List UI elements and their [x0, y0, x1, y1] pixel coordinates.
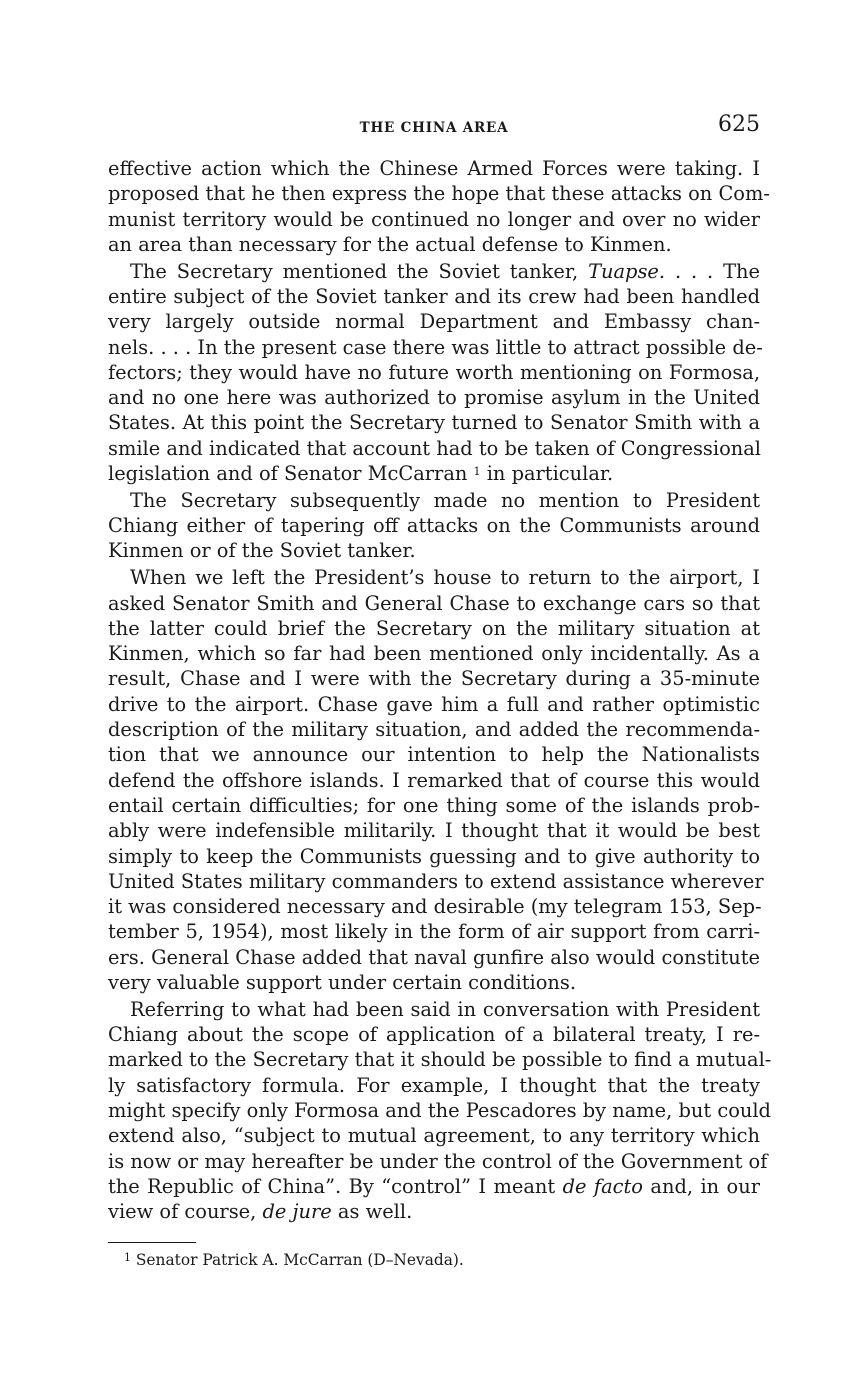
footnote-marker: 1 [124, 1251, 131, 1265]
text-line: an area than necessary for the actual defense to Kinmen. [108, 232, 672, 256]
text-segment: legislation and of Senator McCarran [108, 462, 474, 486]
text-segment: view of course, [108, 1200, 263, 1224]
text-line [108, 461, 760, 486]
ship-name: Tuapse. [588, 259, 666, 283]
text-line: Kinmen, which so far had been mentioned only incidentally. As a [108, 642, 760, 666]
italic-term: de jure [262, 1200, 332, 1224]
text-line: tion that we announce our intention to help the Nationalists [108, 743, 760, 767]
text-line: ably were indefensible militarily. I thought that it would be best [108, 819, 760, 843]
footnote-divider [108, 1242, 196, 1243]
text-line: result, Chase and I were with the Secretary during a 35-minute [108, 667, 760, 691]
text-line: Chiang either of tapering off attacks on the Communists around [108, 514, 760, 538]
text-line: United States military commanders to extend assistance wherever [108, 869, 764, 893]
text-line: drive to the airport. Chase gave him a full and rather optimistic [108, 692, 760, 716]
text-line [108, 1199, 760, 1224]
paragraph-4 [108, 565, 764, 995]
text-line: proposed that he then express the hope that these attacks on Com- [108, 182, 770, 206]
text-line: entire subject of the Soviet tanker and its crew had been handled [108, 284, 760, 308]
paragraph-3 [108, 488, 760, 564]
text-line: and no one here was authorized to promise asylum in the United [108, 386, 760, 410]
text-line: smile and indicated that account had to be taken of Congressional [108, 436, 761, 460]
footnote-reference[interactable]: 1 [473, 465, 481, 479]
paragraph-5 [108, 997, 772, 1225]
footnote [108, 1250, 760, 1270]
text-segment: The Secretary mentioned the Soviet tanker, [130, 259, 589, 283]
text-line: States. At this point the Secretary turned to Senator Smith with a [108, 411, 760, 435]
document-page [108, 112, 772, 1270]
text-line: might specify only Formosa and the Pescadores by name, but could [108, 1098, 771, 1122]
text-segment: in particular. [480, 462, 614, 486]
text-line: the latter could brief the Secretary on the military situation at [108, 616, 760, 640]
text-segment: and, in our [642, 1174, 760, 1198]
text-line: ly satisfactory formula. For example, I thought that the treaty [108, 1073, 760, 1097]
text-line: entail certain difficulties; for one thing some of the islands prob- [108, 793, 760, 817]
text-line [108, 259, 760, 284]
text-line: marked to the Secretary that it should be possible to find a mutual- [108, 1048, 772, 1072]
text-segment: . . . The [665, 259, 760, 283]
paragraph-1 [108, 156, 770, 257]
body-text [108, 156, 772, 1224]
text-line: asked Senator Smith and General Chase to exchange cars so that [108, 591, 760, 615]
text-segment: as well. [331, 1200, 413, 1224]
text-line: ers. General Chase added that naval gunfire also would constitute [108, 945, 760, 969]
text-line: Referring to what had been said in conversation with President [130, 997, 760, 1021]
text-line: very valuable support under certain conditions. [108, 971, 577, 994]
text-line: it was considered necessary and desirable (my telegram 153, Sep- [108, 895, 762, 919]
text-line: description of the military situation, and added the recommenda- [108, 718, 760, 742]
text-line: munist territory would be continued no longer and over no wider [108, 207, 760, 231]
text-line: very largely outside normal Department and Embassy chan- [108, 310, 760, 334]
text-line: is now or may hereafter be under the control of the Government of [108, 1149, 768, 1173]
text-line: simply to keep the Communists guessing and to give authority to [108, 844, 760, 868]
text-line: Chiang about the scope of application of a bilateral treaty, I re- [108, 1023, 760, 1047]
text-segment: the Republic of China”. By “control” I meant [108, 1174, 563, 1198]
text-line: effective action which the Chinese Armed Forces were taking. I [108, 157, 760, 180]
footnote-text: Senator Patrick A. McCarran (D–Nevada). [131, 1251, 464, 1270]
page-number: 625 [718, 112, 760, 137]
running-head [108, 112, 760, 144]
running-title: THE CHINA AREA [359, 120, 509, 136]
text-line: fectors; they would have no future worth mentioning on Formosa, [108, 360, 760, 384]
text-line: nels. . . . In the present case there was little to attract possible de- [108, 335, 763, 359]
italic-term: de facto [562, 1174, 643, 1198]
text-line: Kinmen or of the Soviet tanker. [108, 539, 416, 563]
text-line [108, 1174, 760, 1199]
text-line: The Secretary subsequently made no mention to President [130, 488, 760, 512]
text-line: extend also, “subject to mutual agreement, to any territory which [108, 1124, 760, 1148]
text-line: When we left the President’s house to return to the airport, I [130, 566, 760, 590]
paragraph-2 [108, 259, 763, 487]
text-line: defend the offshore islands. I remarked that of course this would [108, 768, 760, 792]
text-line: tember 5, 1954), most likely in the form of air support from carri- [108, 920, 760, 944]
